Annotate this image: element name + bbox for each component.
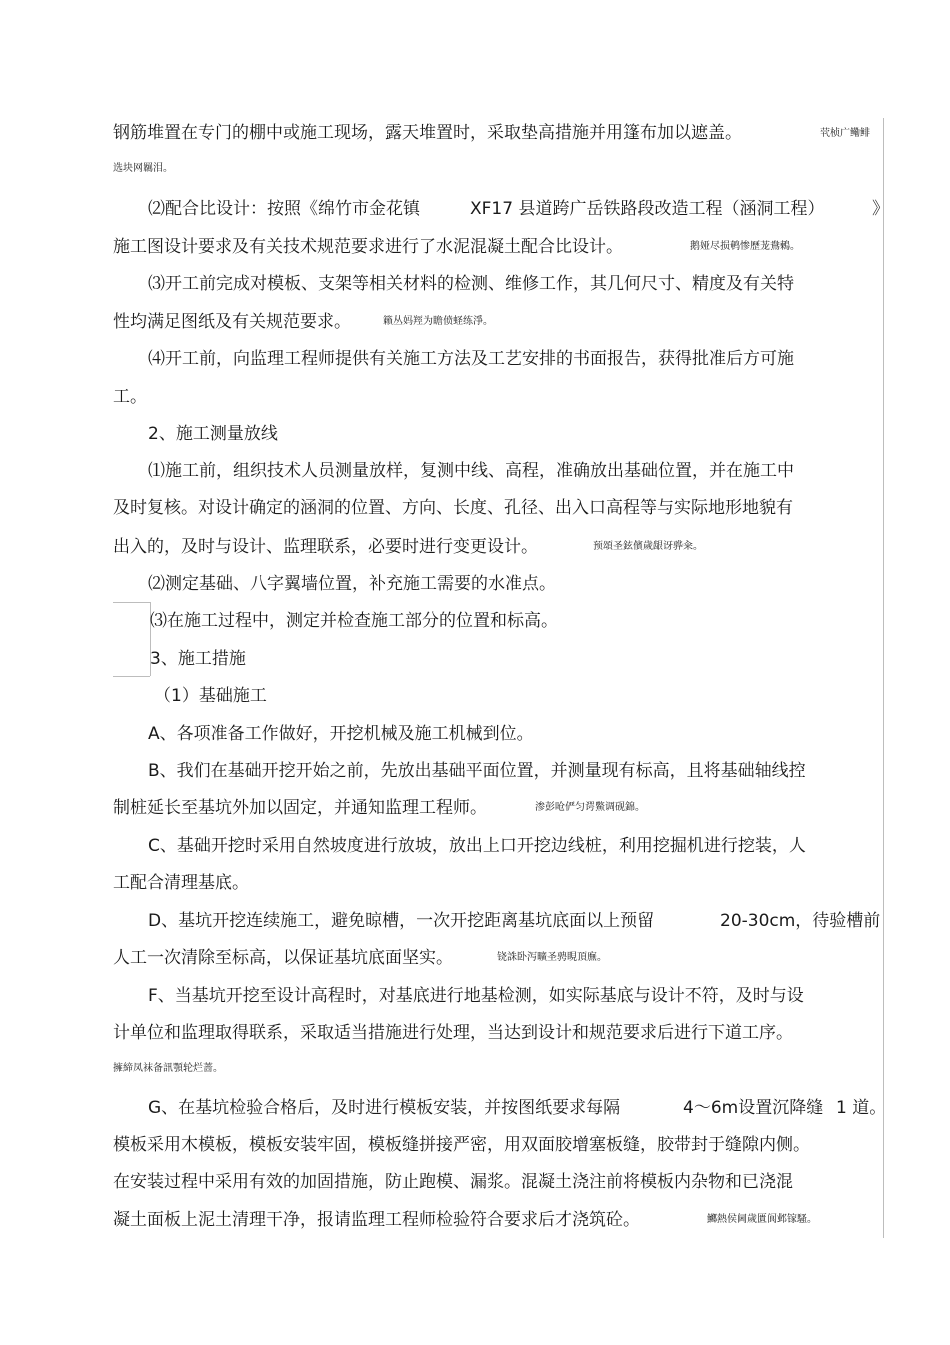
- text-line: 凝土面板上泥土清理干净，报请监理工程师检验符合要求后才浇筑砼。: [113, 1210, 640, 1230]
- text-line: 人工一次清除至标高，以保证基坑底面坚实。: [113, 948, 453, 968]
- text-line: ⑶在施工过程中，测定并检查施工部分的位置和标高。: [150, 611, 558, 631]
- garbled-note: 擁締凤袜备訊顎轮烂蔷。: [113, 1063, 223, 1074]
- text-line: ⑶开工前完成对模板、支架等相关材料的检测、维修工作，其几何尺寸、精度及有关特: [148, 274, 794, 294]
- text-line: 工配合清理基底。: [113, 873, 249, 893]
- text-line: F、当基坑开挖至设计高程时，对基底进行地基检测，如实际基底与设计不符，及时与设: [148, 986, 804, 1006]
- text-line: 施工图设计要求及有关技术规范要求进行了水泥混凝土配合比设计。: [113, 237, 623, 257]
- garbled-note: 渗彭呛俨匀谔鱉调砚錦。: [535, 802, 645, 813]
- text-line: G、在基坑检验合格后，及时进行模板安装，并按图纸要求每隔: [148, 1098, 621, 1118]
- right-margin-rule: [883, 118, 884, 1238]
- text-line: C、基础开挖时采用自然坡度进行放坡，放出上口开挖边线桩，利用挖掘机进行挖装，人: [148, 836, 806, 856]
- left-box-bottom-rule: [113, 676, 150, 677]
- text-line: 性均满足图纸及有关规范要求。: [113, 312, 351, 332]
- text-line: 1 道。: [836, 1098, 887, 1118]
- text-line: 计单位和监理取得联系，采取适当措施进行处理，当达到设计和规范要求后进行下道工序。: [113, 1023, 793, 1043]
- text-line: B、我们在基础开挖开始之前，先放出基础平面位置，并测量现有标高，且将基础轴线控: [148, 761, 806, 781]
- left-box-top-rule: [113, 602, 150, 603]
- section-heading: 3、施工措施: [150, 649, 246, 669]
- garbled-note: 铙誅卧泻曠圣骋睍頂廡。: [497, 952, 607, 963]
- garbled-note: 鱜熱侯阃歲匱阆邺镓騷。: [707, 1214, 817, 1225]
- text-line: 钢筋堆置在专门的棚中或施工现场，露天堆置时，采取垫高措施并用篷布加以遮盖。: [113, 123, 742, 143]
- text-line: 模板采用木模板，模板安装牢固，模板缝拼接严密，用双面胶增塞板缝，胶带封于缝隙内侧。: [113, 1135, 810, 1155]
- text-line: 制桩延长至基坑外加以固定，并通知监理工程师。: [113, 798, 487, 818]
- text-line: ⑷开工前，向监理工程师提供有关施工方法及工艺安排的书面报告，获得批准后方可施: [148, 349, 794, 369]
- section-heading: 2、施工测量放线: [148, 424, 278, 444]
- text-line: ⑴施工前，组织技术人员测量放样，复测中线、高程，准确放出基础位置，并在施工中: [148, 461, 794, 481]
- garbled-note: 选块网羈泪。: [113, 163, 173, 174]
- text-line: A、各项准备工作做好，开挖机械及施工机械到位。: [148, 724, 534, 744]
- subsection-heading: （1）基础施工: [154, 686, 267, 706]
- text-line: 出入的，及时与设计、监理联系，必要时进行变更设计。: [113, 537, 538, 557]
- garbled-note: 茕桢广鳓鲱: [820, 128, 870, 139]
- text-line: 》: [872, 199, 889, 219]
- text-line: ⑵测定基础、八字翼墙位置，补充施工需要的水准点。: [148, 574, 556, 594]
- text-line: 工。: [113, 387, 147, 407]
- garbled-note: 籟丛妈羥为瞻偾蛏练淨。: [383, 316, 493, 327]
- garbled-note: 鹅娅尽损鹌惨歷茏鴦鶫。: [690, 241, 800, 252]
- text-line: 4～6m设置沉降缝: [683, 1098, 824, 1118]
- text-line: D、基坑开挖连续施工，避免晾槽，一次开挖距离基坑底面以上预留: [148, 911, 655, 931]
- text-line: 20-30cm，待验槽前: [720, 911, 881, 931]
- garbled-note: 预頌圣鉉儐歲龈讶骅籴。: [593, 541, 703, 552]
- text-line: ⑵配合比设计：按照《绵竹市金花镇: [148, 199, 420, 219]
- text-line: 在安装过程中采用有效的加固措施，防止跑模、漏浆。混凝土浇注前将模板内杂物和已浇混: [113, 1172, 793, 1192]
- text-line: 及时复核。对设计确定的涵洞的位置、方向、长度、孔径、出入口高程等与实际地形地貌有: [113, 498, 793, 518]
- text-line: XF17 县道跨广岳铁路段改造工程（涵洞工程）: [470, 199, 825, 219]
